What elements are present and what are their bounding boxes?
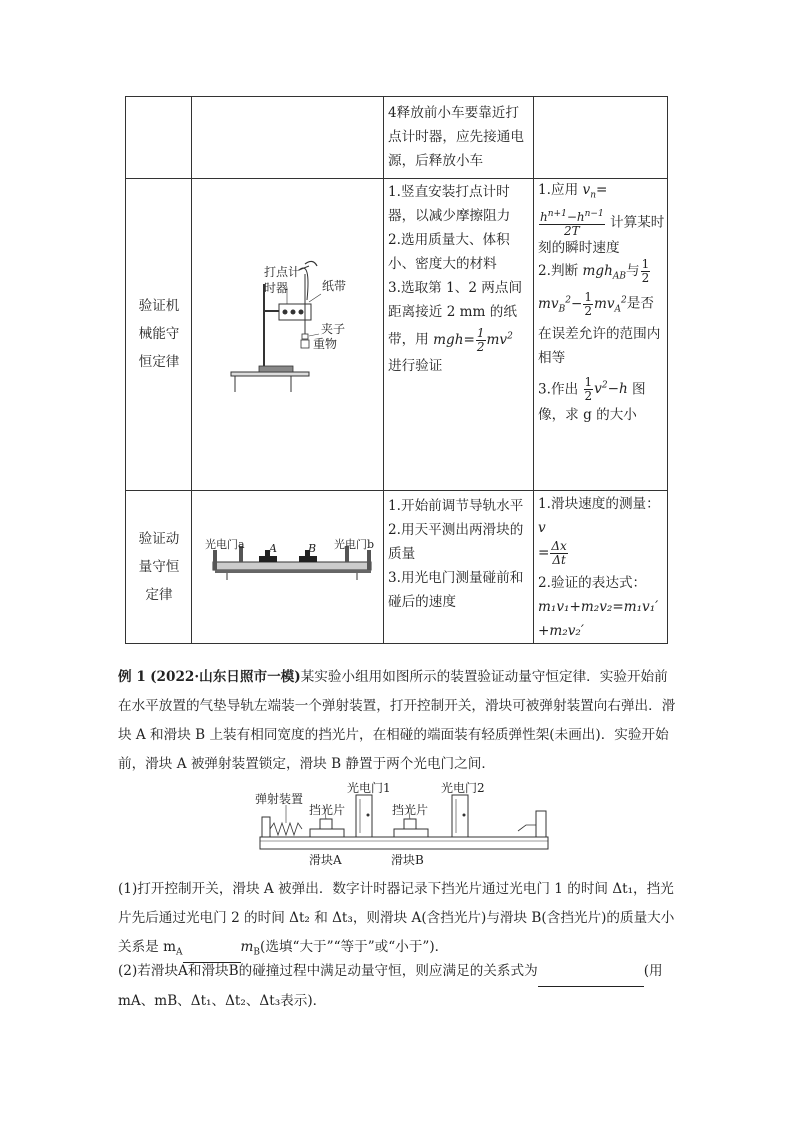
fig-label-shade-a: 挡光片 xyxy=(309,803,346,817)
q1-text: (1)打开控制开关，滑块 A 被弹出．数字计时器记录下挡光片通过光电门 1 的时间 Δt₁，挡光片先后通过光电门 2 的时间 Δt₂ 和 Δt₃，则滑块 A(含挡光片)与滑块 B(含挡光片)的质量大小关系是 m xyxy=(118,881,675,955)
method-text: 1.滑块速度的测量： xyxy=(538,496,660,512)
row2-name-text: 验证机械能守恒定律 xyxy=(138,298,180,370)
table-border xyxy=(125,643,668,644)
example-text: 某实验小组用如图所示的装置验证动量守恒定律．实验开始前在水平放置的气垫导轨左端装一个弹射装置，打开控制开关，滑块可被弹射装置向右弹出．滑块 A 和滑块 B 上装有相同宽度的挡光片，在相碰的端面装有轻质弹性架(未画出)．实验开始前，滑块 A 被弹射装置锁定，滑块 B 静置于两个光电门之间． xyxy=(118,669,676,772)
question-2 xyxy=(118,957,678,1016)
row3-methods xyxy=(538,492,666,643)
table-border xyxy=(125,96,668,97)
row2-name xyxy=(133,178,185,490)
caution-text: 3.选取第 1、2 两点间距离接近 2 mm 的纸带，用 xyxy=(388,280,523,348)
method-item: 1.滑块速度的测量：v xyxy=(538,496,660,536)
fig-label-block-b: B xyxy=(308,542,317,555)
method-text: 2.判断 xyxy=(538,262,579,279)
vn-fraction: $\frac{h^{n+1}-h^{n-1}}{2T}$ xyxy=(540,208,604,238)
fig-label-shade-b: 挡光片 xyxy=(392,803,429,817)
q1-text-end: (选填“大于”“等于”或“小于”)． xyxy=(260,939,449,955)
row3-name xyxy=(133,490,185,643)
example-paragraph xyxy=(118,663,678,779)
fig-label-gate-a: 光电门a xyxy=(205,538,245,551)
energy-formula-2: $mv_B^2-$ $\frac{1}{2}$ $mv_A^2$ xyxy=(538,289,627,318)
vn-formula: $v_n=$ xyxy=(582,182,608,201)
method-item: = $\frac{\Delta x}{\Delta t}$ xyxy=(538,539,567,567)
fig-label-timer: 打点计时器 xyxy=(264,265,301,295)
question-1: (1)打开控制开关，滑块 A 被弹出．数字计时器记录下挡光片通过光电门 1 的时间 Δt₁，挡光片先后通过光电门 2 的时间 Δt₂ 和 Δt₃，则滑块 A(含挡光片)与滑块 B(含挡光片)的质量大小关系是 $m_A$ $m_B$(选填“大于”“等于”或“小于”)． xyxy=(118,875,678,968)
method-item: 2.判断 mgh$_{AB}$与 $\frac{1}{2}$ xyxy=(538,256,650,285)
method-text: 计算某时刻的瞬时速度 xyxy=(538,214,665,256)
method-text: 3.作出 xyxy=(538,381,579,398)
method-item: 3.作出 $\frac{1}{2}$ $v^2-h$ 图像，求 g 的大小 xyxy=(538,375,646,424)
caution-item: 进行验证 xyxy=(388,357,443,374)
caution-item: 1.开始前调节导轨水平 xyxy=(388,498,524,514)
row2-cautions xyxy=(388,180,530,378)
energy-formula: mgh$_{AB}$ xyxy=(582,262,626,282)
q2-text: (2)若滑块A和滑块B的碰撞过程中满足动量守恒，则应满足的关系式为 xyxy=(118,963,538,979)
example-label: 例 1 xyxy=(118,669,146,685)
fig-label-weight: 重物 xyxy=(313,337,338,351)
caution-item: 2.选用质量大、体积小、密度大的材料 xyxy=(388,232,510,272)
fig-label-slider-b: 滑块B xyxy=(391,853,424,867)
row3-cautions xyxy=(388,494,530,614)
q2-answer-blank[interactable] xyxy=(538,957,644,987)
caution-item: 3.用光电门测量碰前和碰后的速度 xyxy=(388,570,524,610)
table-border xyxy=(125,490,668,491)
fig-label-gate1: 光电门1 xyxy=(347,781,391,795)
fig-label-block-a: A xyxy=(269,542,277,555)
fig-label-slider-a: 滑块A xyxy=(309,853,342,867)
fig-label-gate2: 光电门2 xyxy=(441,781,485,795)
method-text: 是否在误差允许的范围内相等 xyxy=(538,295,661,366)
fig-label-clip: 夹子 xyxy=(321,322,346,336)
row3-name-text: 验证动量守恒定律 xyxy=(138,530,180,603)
method-item xyxy=(538,208,666,258)
method-item xyxy=(538,288,666,369)
mgh-formula: mgh= $\frac{1}{2}$ $mv^2$ xyxy=(433,325,513,354)
example-source: (2022·山东日照市一模) xyxy=(150,669,301,685)
row2-methods xyxy=(538,178,666,427)
graph-formula: $v^2-h$ xyxy=(594,380,628,398)
experiment-table xyxy=(125,96,668,644)
q2-text-end: (用mA、mB、Δt₁、Δt₂、Δt₃表示)． xyxy=(118,963,663,1009)
momentum-formula: m₁v₁+m₂v₂=m₁v₁′+m₂v₂′ xyxy=(538,599,659,639)
caution-item: 1.竖直安装打点计时器，以减少摩擦阻力 xyxy=(388,184,511,224)
fig-label-tape: 纸带 xyxy=(322,279,347,293)
method-text: 图像，求 g 的大小 xyxy=(538,381,646,424)
fig-label-launcher: 弹射装置 xyxy=(255,792,304,806)
method-item xyxy=(538,178,666,208)
method-item: 2.验证的表达式： xyxy=(538,575,647,591)
method-text: 1.应用 xyxy=(538,182,579,198)
caution-item: 2.用天平测出两滑块的质量 xyxy=(388,522,524,562)
fig-label-gate-b: 光电门b xyxy=(334,538,375,551)
row1-cautions: 4释放前小车要靠近打点计时器，应先接通电源，后释放小车 xyxy=(388,105,524,169)
caution-item xyxy=(388,276,530,354)
